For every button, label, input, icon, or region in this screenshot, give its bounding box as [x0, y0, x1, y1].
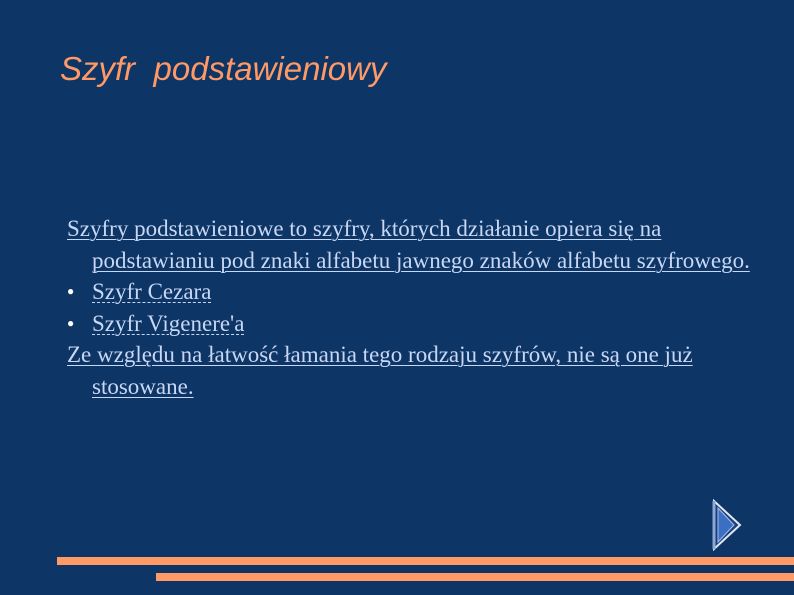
paragraph-intro-text[interactable]: Szyfry podstawieniowe to szyfry, których działanie opiera się na podstawianiu pod znaki alfabetu jawnego znaków alfabetu szyfrowego.	[67, 216, 750, 273]
slide-body	[67, 213, 767, 402]
bullet-dot-icon: ●	[67, 284, 75, 298]
paragraph-conclusion[interactable]	[67, 339, 767, 402]
next-slide-button[interactable]	[712, 499, 742, 551]
bullet-item-vigenere[interactable]	[67, 308, 767, 340]
bullet-item-caesar[interactable]	[67, 276, 767, 308]
next-slide-icon	[712, 499, 742, 551]
bullet-dot-icon: ●	[67, 315, 75, 330]
decorative-bar-top	[57, 557, 794, 565]
paragraph-conclusion-text[interactable]: Ze względu na łatwość łamania tego rodzaju szyfrów, nie są one już stosowane.	[67, 342, 693, 399]
bullet-label[interactable]: Szyfr Cezara	[92, 279, 212, 304]
bullet-label[interactable]: Szyfr Vigenere'a	[92, 310, 245, 336]
slide-title: Szyfr podstawieniowy	[60, 50, 387, 87]
decorative-bar-bottom	[156, 573, 794, 581]
paragraph-intro[interactable]	[67, 213, 767, 276]
